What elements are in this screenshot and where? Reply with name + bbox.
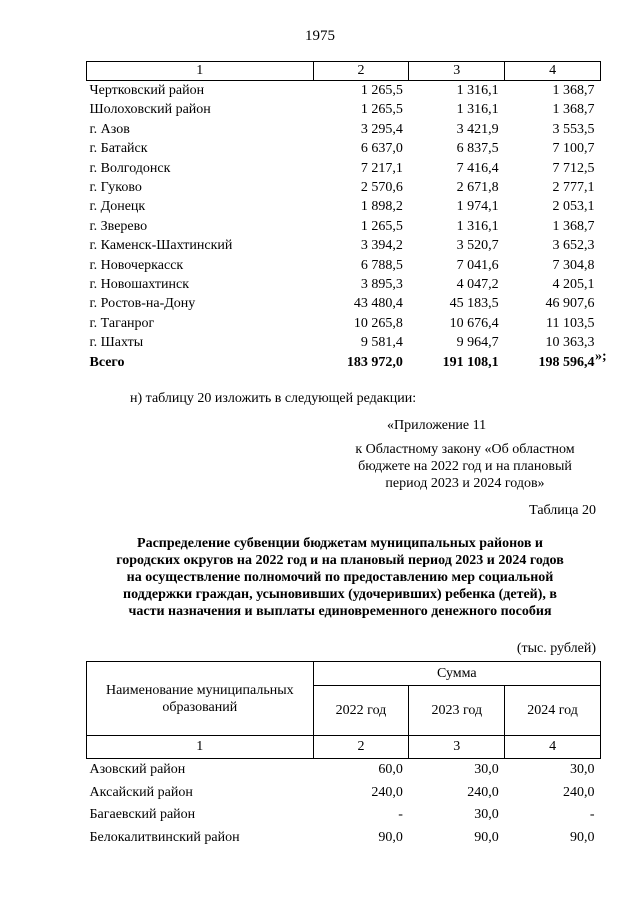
municipality-name: г. Батайск xyxy=(89,141,148,157)
value-2023: 3 520,7 xyxy=(456,238,499,254)
heading-line: на осуществление полномочий по предоставлению мер социальной xyxy=(126,570,554,585)
table-row xyxy=(87,159,601,178)
value-2024: 10 363,3 xyxy=(545,335,595,351)
column-header-year: 2024 год xyxy=(505,686,601,736)
heading-line: городских округов на 2022 год и на плановый период 2023 и 2024 годов xyxy=(116,553,564,568)
appendix-title: «Приложение 11 xyxy=(387,418,487,433)
column-number-row xyxy=(87,62,601,81)
value-2023: 1 316,1 xyxy=(456,83,499,98)
subsidy-table-20 xyxy=(86,661,601,849)
column-number: 4 xyxy=(505,62,601,81)
heading-line: Распределение субвенции бюджетам муниципальных районов и xyxy=(137,536,543,551)
table-row xyxy=(87,759,601,782)
value-2022: 7 217,1 xyxy=(360,160,403,176)
value-2023: 45 183,5 xyxy=(449,296,499,312)
table-row xyxy=(87,217,601,236)
header-line: Наименование муниципальных xyxy=(105,682,294,698)
instruction-paragraph: н) таблицу 20 изложить в следующей редакции: xyxy=(130,391,417,406)
column-number: 4 xyxy=(505,736,601,759)
table-row xyxy=(87,827,601,850)
value-2024: - xyxy=(589,807,595,822)
value-2022: 9 581,4 xyxy=(360,335,403,351)
value-2024: 1 368,7 xyxy=(552,83,595,98)
value-2022: 240,0 xyxy=(371,784,403,800)
municipality-name: Аксайский район xyxy=(89,784,193,800)
column-number: 3 xyxy=(409,62,505,81)
value-2024: 7 100,7 xyxy=(552,141,595,157)
table-label: Таблица 20 xyxy=(529,503,596,518)
municipality-name: г. Таганрог xyxy=(89,315,155,331)
value-2022: 90,0 xyxy=(378,829,403,845)
appendix-line: к Областному закону «Об областном xyxy=(355,442,575,457)
value-2024: 2 777,1 xyxy=(552,180,595,196)
value-2023: 6 837,5 xyxy=(456,141,499,157)
value-2022: 3 295,4 xyxy=(360,121,403,137)
value-2022: 6 788,5 xyxy=(360,257,403,273)
value-2022: 3 394,2 xyxy=(360,238,403,254)
value-2024: 30,0 xyxy=(570,762,595,777)
value-2022: 1 898,2 xyxy=(360,199,403,215)
municipality-name: г. Донецк xyxy=(89,199,146,215)
table-row xyxy=(87,333,601,352)
municipality-name: г. Новочеркасск xyxy=(89,257,184,273)
municipality-name: г. Зверево xyxy=(89,218,148,234)
table-row xyxy=(87,275,601,294)
value-2022: 10 265,8 xyxy=(353,315,403,331)
value-2022: 60,0 xyxy=(378,762,403,777)
table-row xyxy=(87,804,601,827)
table-row xyxy=(87,139,601,158)
value-2022: - xyxy=(398,807,403,822)
quote-close: »; xyxy=(595,349,607,364)
value-2023: 2 671,8 xyxy=(456,180,499,196)
total-row xyxy=(87,353,601,372)
value-2024: 1 368,7 xyxy=(552,218,595,234)
value-2023: 4 047,2 xyxy=(456,277,499,293)
value-2024: 240,0 xyxy=(563,784,595,800)
table-row xyxy=(87,782,601,805)
table-row xyxy=(87,178,601,197)
total-label: Всего xyxy=(89,354,125,370)
table-row xyxy=(87,100,601,119)
value-2024: 3 652,3 xyxy=(552,238,595,254)
value-2022: 6 637,0 xyxy=(360,141,403,157)
value-2022: 1 265,5 xyxy=(360,102,403,118)
table-row xyxy=(87,120,601,139)
municipality-name: Багаевский район xyxy=(89,807,196,822)
column-header-sum: Сумма xyxy=(313,662,600,686)
appendix-line: бюджете на 2022 год и на плановый xyxy=(358,459,572,474)
table-row xyxy=(87,294,601,313)
heading-line: части назначения и выплаты единовременного денежного пособия xyxy=(128,604,552,619)
appendix-line: период 2023 и 2024 годов» xyxy=(385,476,545,491)
value-2023: 90,0 xyxy=(474,829,499,845)
value-2024: 46 907,6 xyxy=(545,296,595,312)
value-2024: 1 368,7 xyxy=(552,102,595,118)
page-number: 1975 xyxy=(305,28,335,44)
units-label: (тыс. рублей) xyxy=(516,641,596,656)
value-2023: 7 416,4 xyxy=(456,160,499,176)
value-2024: 4 205,1 xyxy=(552,277,595,293)
value-2023: 1 316,1 xyxy=(456,102,499,118)
value-2023: 1 974,1 xyxy=(456,199,499,215)
column-number: 1 xyxy=(87,62,314,81)
value-2024: 7 712,5 xyxy=(552,160,595,176)
table-row xyxy=(87,256,601,275)
column-header-year: 2023 год xyxy=(409,686,505,736)
total-2023: 191 108,1 xyxy=(442,354,499,370)
value-2023: 1 316,1 xyxy=(456,218,499,234)
value-2023: 30,0 xyxy=(474,807,499,822)
column-number: 3 xyxy=(409,736,505,759)
column-header-year: 2022 год xyxy=(313,686,409,736)
value-2022: 2 570,6 xyxy=(360,180,403,196)
total-2022: 183 972,0 xyxy=(346,354,403,370)
municipality-name: г. Гуково xyxy=(89,180,142,196)
heading-line: поддержки граждан, усыновивших (удочеривших) ребенка (детей), в xyxy=(123,587,557,602)
table-heading xyxy=(80,535,600,620)
table-row xyxy=(87,236,601,255)
value-2023: 9 964,7 xyxy=(456,335,499,351)
value-2022: 43 480,4 xyxy=(353,296,403,312)
municipality-name: Чертковский район xyxy=(89,83,205,98)
appendix-subtitle xyxy=(330,441,600,492)
value-2024: 3 553,5 xyxy=(552,121,595,137)
value-2023: 3 421,9 xyxy=(456,121,499,137)
table-row xyxy=(87,197,601,216)
municipality-name: г. Новошахтинск xyxy=(89,277,190,293)
header-line: образований xyxy=(162,699,238,715)
value-2024: 2 053,1 xyxy=(552,199,595,215)
value-2024: 90,0 xyxy=(570,829,595,845)
table-row xyxy=(87,81,601,101)
value-2022: 1 265,5 xyxy=(360,218,403,234)
municipality-name: г. Ростов-на-Дону xyxy=(89,296,196,312)
value-2023: 10 676,4 xyxy=(449,315,499,331)
value-2022: 3 895,3 xyxy=(360,277,403,293)
subsidy-table-continued xyxy=(86,61,601,372)
municipality-name: Азовский район xyxy=(89,762,186,777)
municipality-name: г. Азов xyxy=(89,121,130,137)
municipality-name: Белокалитвинский район xyxy=(89,829,240,845)
value-2023: 240,0 xyxy=(467,784,499,800)
total-2024: 198 596,4 xyxy=(538,354,595,370)
value-2022: 1 265,5 xyxy=(360,83,403,98)
value-2023: 7 041,6 xyxy=(456,257,499,273)
value-2024: 7 304,8 xyxy=(552,257,595,273)
municipality-name: г. Волгодонск xyxy=(89,160,171,176)
municipality-name: Шолоховский район xyxy=(89,102,211,118)
municipality-name: г. Шахты xyxy=(89,335,144,351)
table-row xyxy=(87,314,601,333)
column-number: 2 xyxy=(313,736,409,759)
municipality-name: г. Каменск-Шахтинский xyxy=(89,238,233,254)
value-2023: 30,0 xyxy=(474,762,499,777)
column-number: 1 xyxy=(87,736,314,759)
column-number: 2 xyxy=(313,62,409,81)
value-2024: 11 103,5 xyxy=(546,315,595,331)
column-header-name xyxy=(87,662,314,736)
